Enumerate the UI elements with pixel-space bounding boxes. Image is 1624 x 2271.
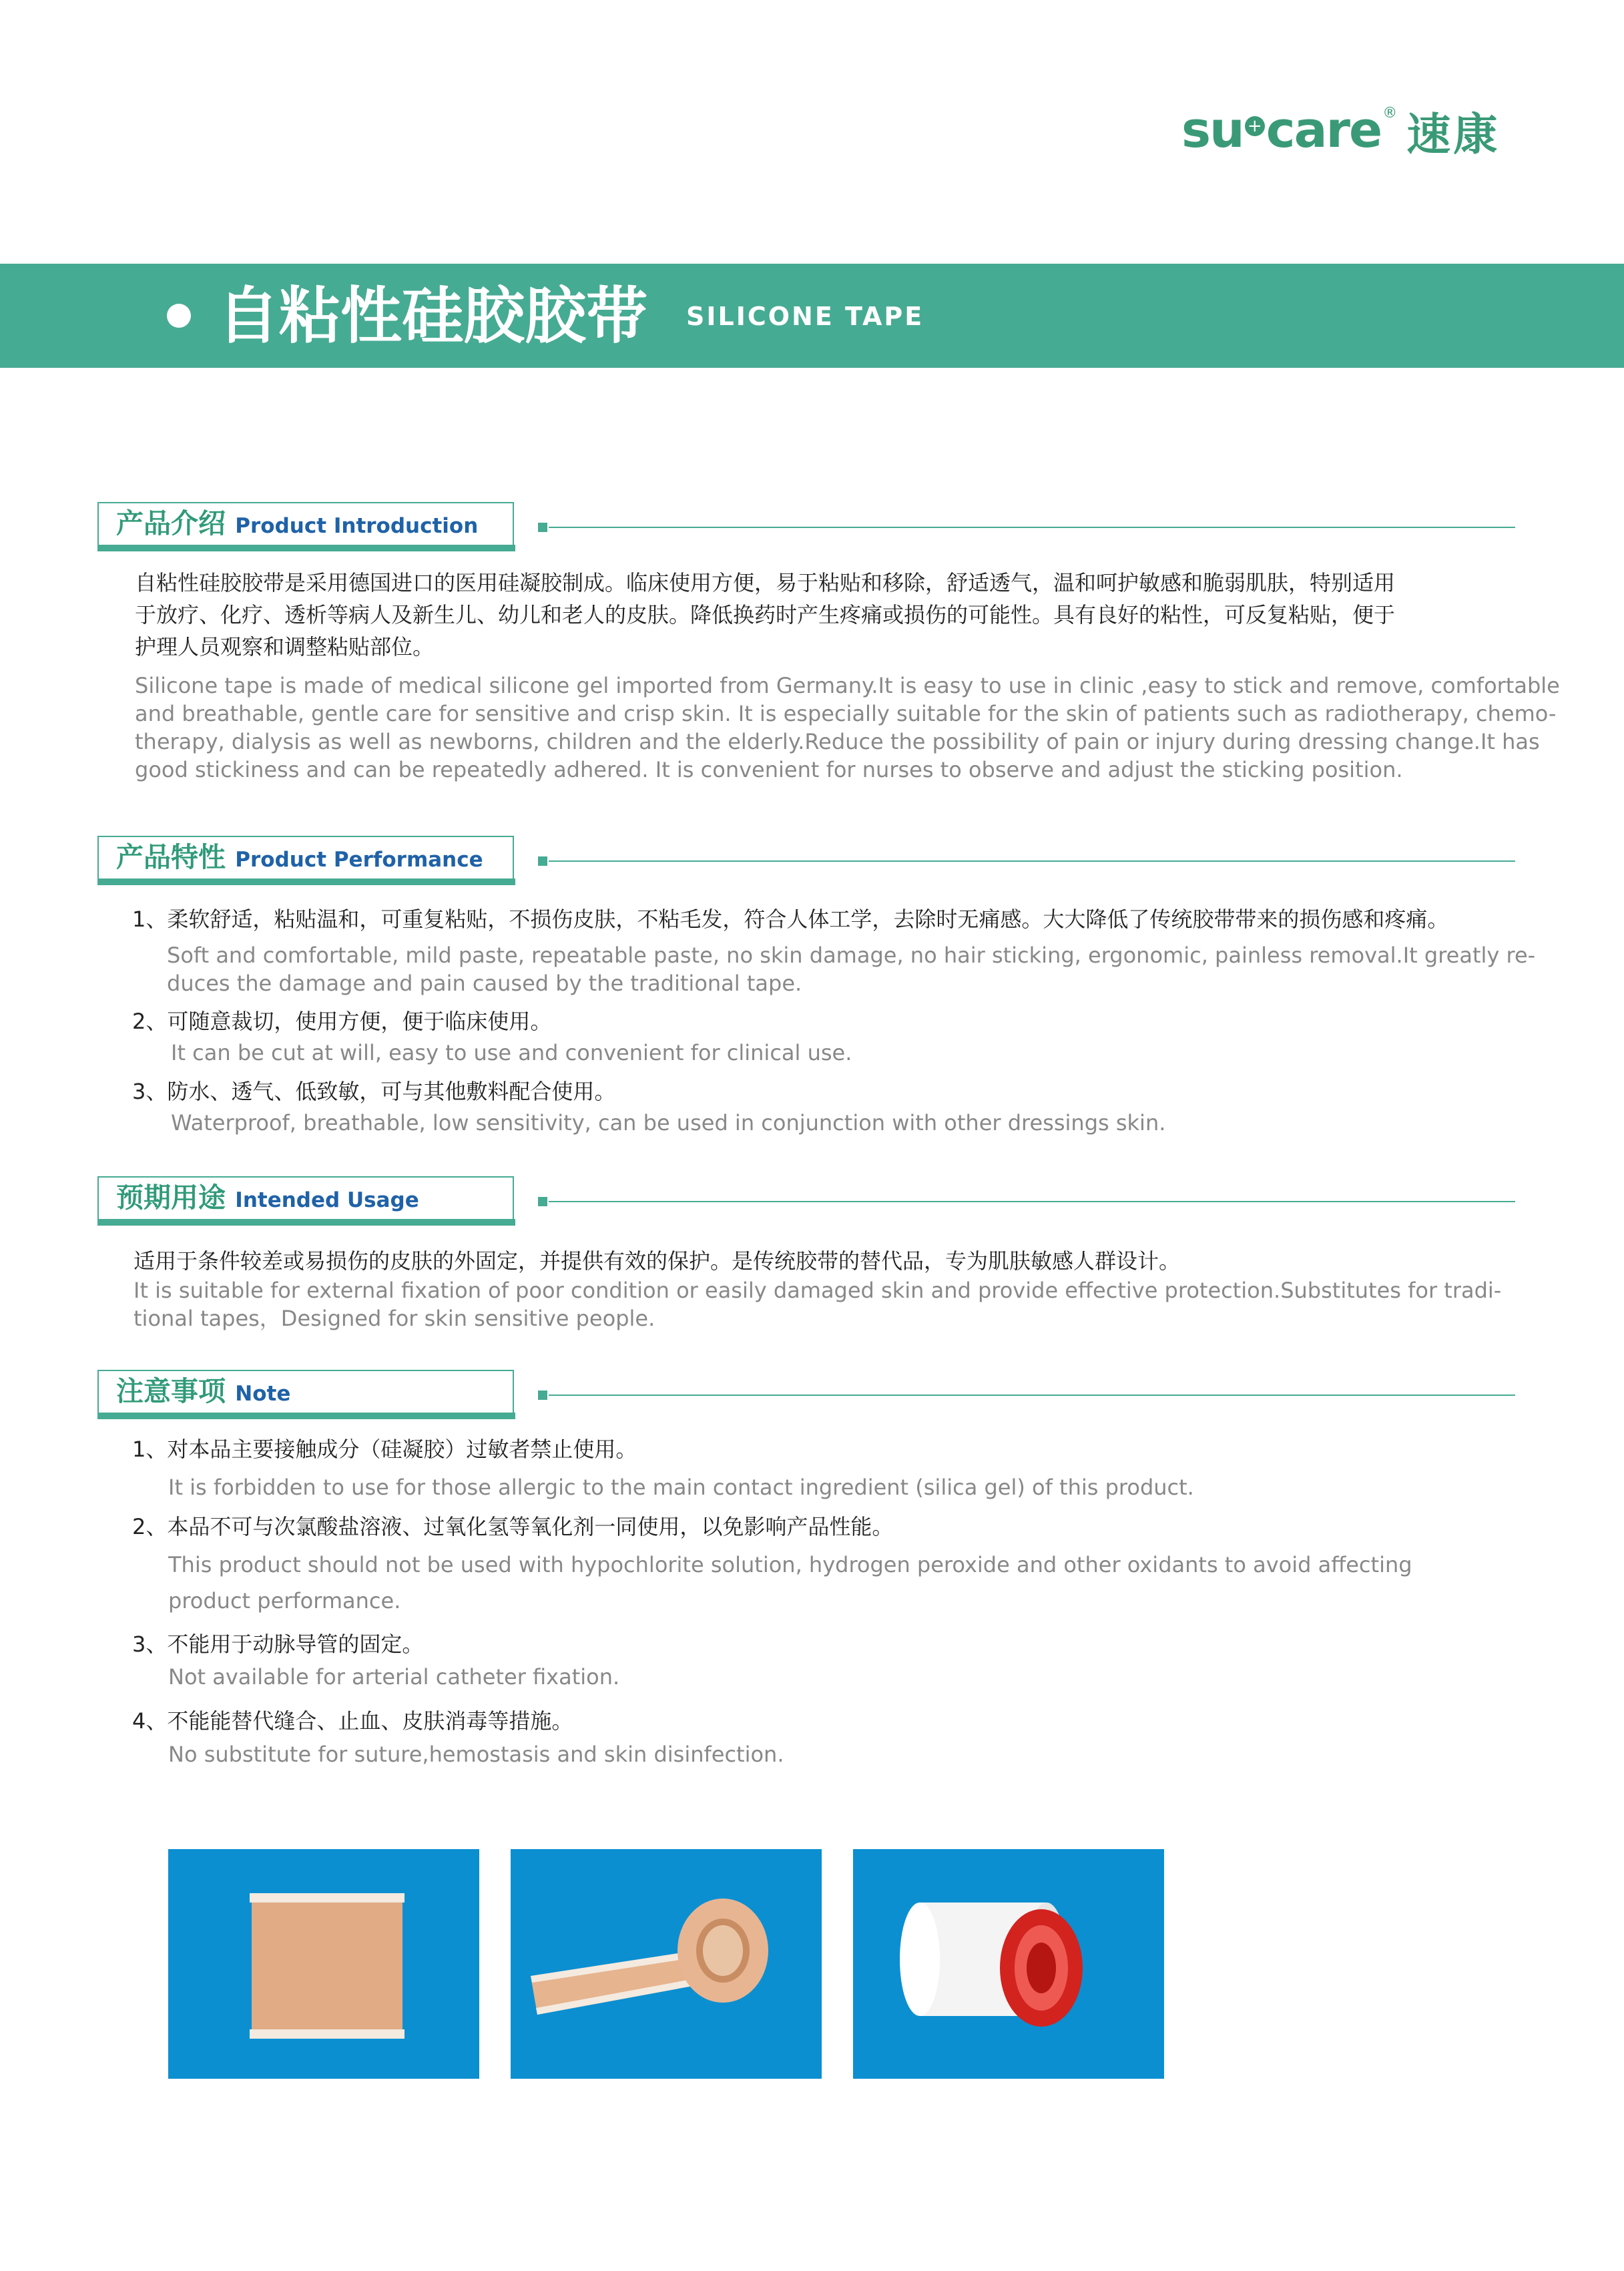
usage-cn: 适用于条件较差或易损伤的皮肤的外固定，并提供有效的保护。是传统胶带的替代品，专为肌肤敏感人群设计。: [133, 1248, 1181, 1274]
note-item-4-cn: 4、不能能替代缝合、止血、皮肤消毒等措施。: [132, 1708, 573, 1734]
tape-sheet-illustration: [168, 1849, 479, 2079]
section-title-introduction: [116, 504, 478, 545]
note-item-1-cn: 1、对本品主要接触成分（硅凝胶）过敏者禁止使用。: [132, 1437, 637, 1462]
performance-item-3-en: Waterproof, breathable, low sensitivity, can be used in conjunction with other dressings skin.: [171, 1110, 1166, 1136]
intro-en-line-3: therapy, dialysis as well as newborns, children and the elderly.Reduce the possibility of pain or injury during dressing change.It has: [135, 729, 1540, 754]
registered-mark: ®: [1382, 104, 1398, 121]
section-header-underline: [97, 545, 515, 551]
usage-en-line-1: It is suitable for external fixation of poor condition or easily damaged skin and provide effective protection.Substitutes for tradi-: [133, 1278, 1502, 1303]
section-header-underline: [97, 878, 515, 885]
section-divider: [549, 1395, 1515, 1396]
section-title-cn: 预期用途: [116, 1182, 226, 1214]
intro-cn-line-2: 于放疗、化疗、透析等病人及新生儿、幼儿和老人的皮肤。降低换药时产生疼痛或损伤的可能性。具有良好的粘性，可反复粘贴，便于: [135, 602, 1396, 627]
performance-item-1-cn: 1、柔软舒适，粘贴温和，可重复粘贴，不损伤皮肤，不粘毛发，符合人体工学，去除时无痛感。大大降低了传统胶带带来的损伤感和疼痛。: [132, 907, 1449, 932]
section-divider: [549, 527, 1515, 528]
intro-cn-line-3: 护理人员观察和调整粘贴部位。: [135, 634, 435, 660]
note-item-2-cn: 2、本品不可与次氯酸盐溶液、过氧化氢等氧化剂一同使用，以免影响产品性能。: [132, 1514, 894, 1539]
brand-logo: [1181, 100, 1509, 160]
note-item-3-en: Not available for arterial catheter fixation.: [168, 1664, 620, 1690]
tape-rolls-illustration: [853, 1849, 1164, 2079]
performance-item-1-en-1: Soft and comfortable, mild paste, repeatable paste, no skin damage, no hair sticking, ergonomic, painless removal.It greatly re-: [167, 943, 1536, 968]
tape-strip-illustration: [511, 1849, 822, 2079]
section-square-icon: [538, 523, 547, 532]
section-title-note: [116, 1372, 290, 1413]
section-title-performance: [116, 838, 483, 879]
intro-en-line-1: Silicone tape is made of medical silicone gel imported from Germany.It is easy to use in clinic ,easy to stick and remove, comfortable: [135, 673, 1560, 698]
section-divider: [549, 860, 1515, 862]
section-title-cn: 产品特性: [116, 841, 226, 873]
logo-text-left: su: [1181, 101, 1244, 159]
intro-cn-line-1: 自粘性硅胶胶带是采用德国进口的医用硅凝胶制成。临床使用方便，易于粘贴和移除，舒适透气，温和呵护敏感和脆弱肌肤，特别适用: [135, 570, 1396, 595]
logo-plus-icon: +: [1245, 116, 1265, 136]
section-square-icon: [538, 1391, 547, 1400]
performance-item-2-cn: 2、可随意裁切，使用方便，便于临床使用。: [132, 1009, 552, 1034]
section-title-en: Intended Usage: [235, 1188, 419, 1212]
product-photo-rolls: [853, 1849, 1164, 2079]
section-title-en: Product Performance: [235, 848, 483, 872]
performance-item-3-cn: 3、防水、透气、低致敏，可与其他敷料配合使用。: [132, 1079, 616, 1104]
logo-text-right: care: [1266, 101, 1382, 159]
product-photo-sheet: [168, 1849, 479, 2079]
performance-item-1-en-2: duces the damage and pain caused by the traditional tape.: [167, 971, 802, 996]
intro-en-line-4: good stickiness and can be repeatedly adhered. It is convenient for nurses to observe and adjust the sticking position.: [135, 757, 1403, 782]
section-title-en: Product Introduction: [235, 514, 479, 538]
note-item-1-en: It is forbidden to use for those allergic to the main contact ingredient (silica gel) of this product.: [168, 1475, 1194, 1500]
section-header-underline: [97, 1219, 515, 1226]
note-item-3-cn: 3、不能用于动脉导管的固定。: [132, 1631, 424, 1657]
usage-en-line-2: tional tapes，Designed for skin sensitive people.: [133, 1306, 655, 1331]
section-title-cn: 产品介绍: [116, 507, 226, 539]
section-title-en: Note: [235, 1382, 291, 1406]
performance-item-2-en: It can be cut at will, easy to use and convenient for clinical use.: [171, 1040, 852, 1065]
intro-en-line-2: and breathable, gentle care for sensitive and crisp skin. It is especially suitable for the skin of patients such as radiotherapy, chemo-: [135, 701, 1557, 726]
section-title-cn: 注意事项: [116, 1375, 226, 1407]
section-header-underline: [97, 1413, 515, 1419]
bullet-dot-icon: [167, 304, 191, 328]
section-square-icon: [538, 856, 547, 866]
note-item-2-en-2: product performance.: [168, 1588, 401, 1613]
section-divider: [549, 1201, 1515, 1202]
logo-text-cn: 速康: [1406, 108, 1501, 160]
section-title-usage: [116, 1178, 419, 1220]
section-square-icon: [538, 1197, 547, 1206]
product-photo-strip: [511, 1849, 822, 2079]
note-item-2-en-1: This product should not be used with hypochlorite solution, hydrogen peroxide and other oxidants to avoid affecting: [168, 1552, 1412, 1577]
page-subtitle: SILICONE TAPE: [686, 302, 924, 331]
note-item-4-en: No substitute for suture,hemostasis and skin disinfection.: [168, 1742, 784, 1767]
page-title: 自粘性硅胶胶带: [218, 280, 648, 352]
